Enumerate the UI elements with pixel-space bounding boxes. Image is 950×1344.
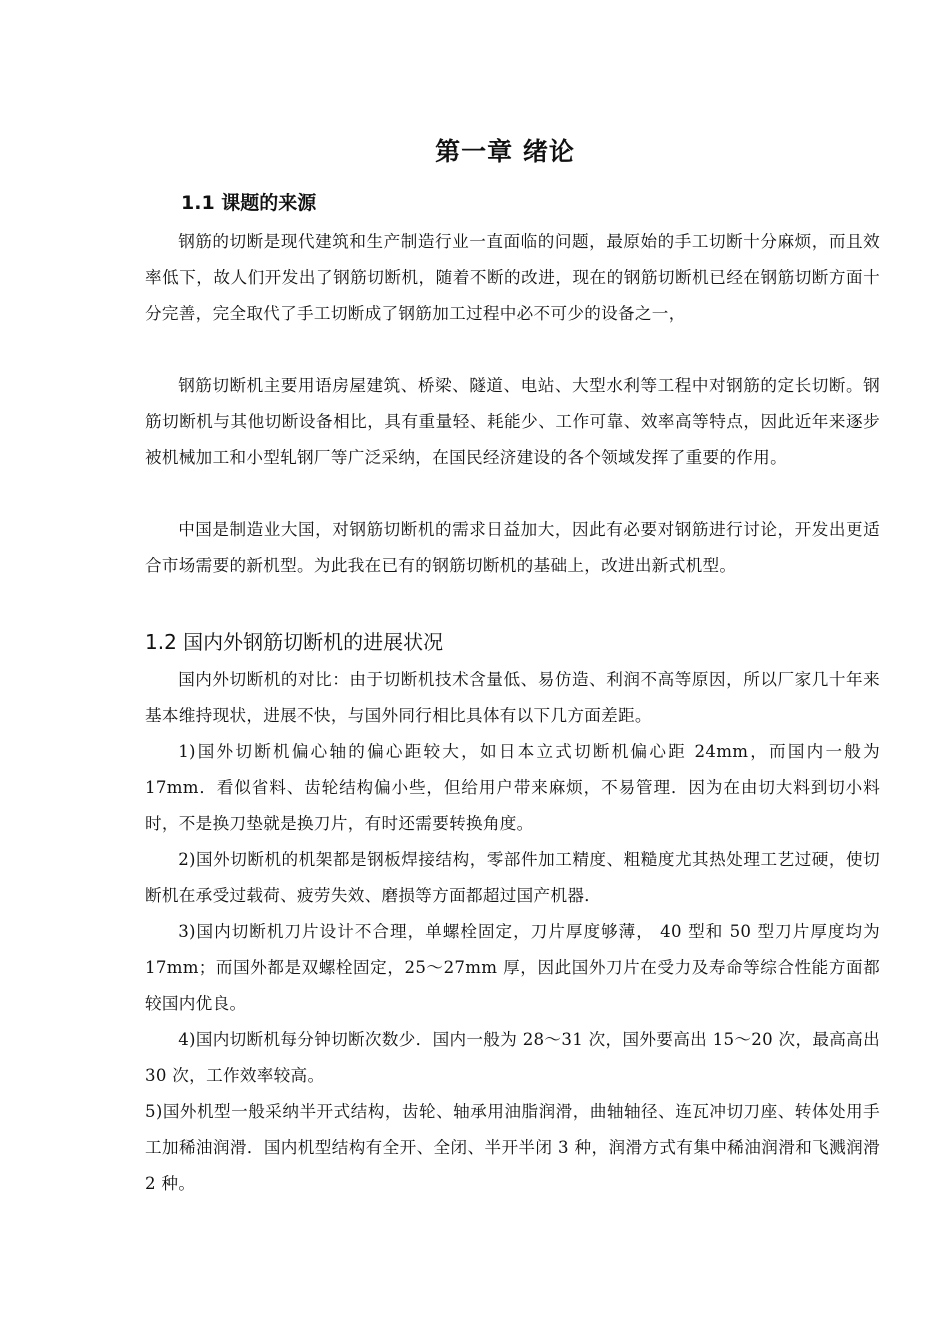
section-heading-1-2: 1.2 国内外钢筋切断机的进展状况 bbox=[145, 630, 444, 654]
paragraph: 钢筋切断机主要用语房屋建筑、桥梁、隧道、电站、大型水利等工程中对钢筋的定长切断。钢筋切断机与其他切断设备相比，具有重量轻、耗能少、工作可靠、效率高等特点，因此近年来逐步被机械加工和小型轧钢厂等广泛采纳，在国民经济建设的各个领域发挥了重要的作用。 bbox=[145, 376, 880, 467]
list-item-paragraph: 3)国内切断机刀片设计不合理，单螺栓固定，刀片厚度够薄， 40 型和 50 型刀片厚度均为 17mm；而国外都是双螺栓固定，25～27mm 厚，因此国外刀片在受力及寿命等综合性能方面都较国内优良。 bbox=[145, 922, 880, 1013]
paragraph: 国内外切断机的对比：由于切断机技术含量低、易仿造、利润不高等原因，所以厂家几十年来基本维持现状，进展不快，与国外同行相比具体有以下几方面差距。 bbox=[145, 670, 880, 725]
list-item-paragraph: 4)国内切断机每分钟切断次数少．国内一般为 28～31 次，国外要高出 15～20 次，最高高出 30 次，工作效率较高。 bbox=[145, 1030, 880, 1085]
list-item-paragraph: 2)国外切断机的机架都是钢板焊接结构，零部件加工精度、粗糙度尤其热处理工艺过硬，使切断机在承受过载荷、疲劳失效、磨损等方面都超过国产机器． bbox=[145, 850, 880, 905]
list-item-paragraph: 1)国外切断机偏心轴的偏心距较大，如日本立式切断机偏心距 24mm，而国内一般为 17mm．看似省料、齿轮结构偏小些，但给用户带来麻烦，不易管理．因为在由切大料到切小料时，不是换刀垫就是换刀片，有时还需要转换角度。 bbox=[145, 742, 880, 833]
list-item-paragraph: 5)国外机型一般采纳半开式结构，齿轮、轴承用油脂润滑，曲轴轴径、连瓦冲切刀座、转体处用手工加稀油润滑．国内机型结构有全开、全闭、半开半闭 3 种，润滑方式有集中稀油润滑和飞溅润滑 2 种。 bbox=[145, 1102, 880, 1193]
section-heading-1-1: 1.1 课题的来源 bbox=[181, 192, 317, 214]
paragraph: 中国是制造业大国，对钢筋切断机的需求日益加大，因此有必要对钢筋进行讨论，开发出更适合市场需要的新机型。为此我在已有的钢筋切断机的基础上，改进出新式机型。 bbox=[145, 520, 880, 575]
chapter-title: 第一章 绪论 bbox=[435, 137, 575, 166]
paragraph: 钢筋的切断是现代建筑和生产制造行业一直面临的问题，最原始的手工切断十分麻烦，而且效率低下，故人们开发出了钢筋切断机，随着不断的改进，现在的钢筋切断机已经在钢筋切断方面十分完善，完全取代了手工切断成了钢筋加工过程中必不可少的设备之一， bbox=[145, 232, 880, 323]
